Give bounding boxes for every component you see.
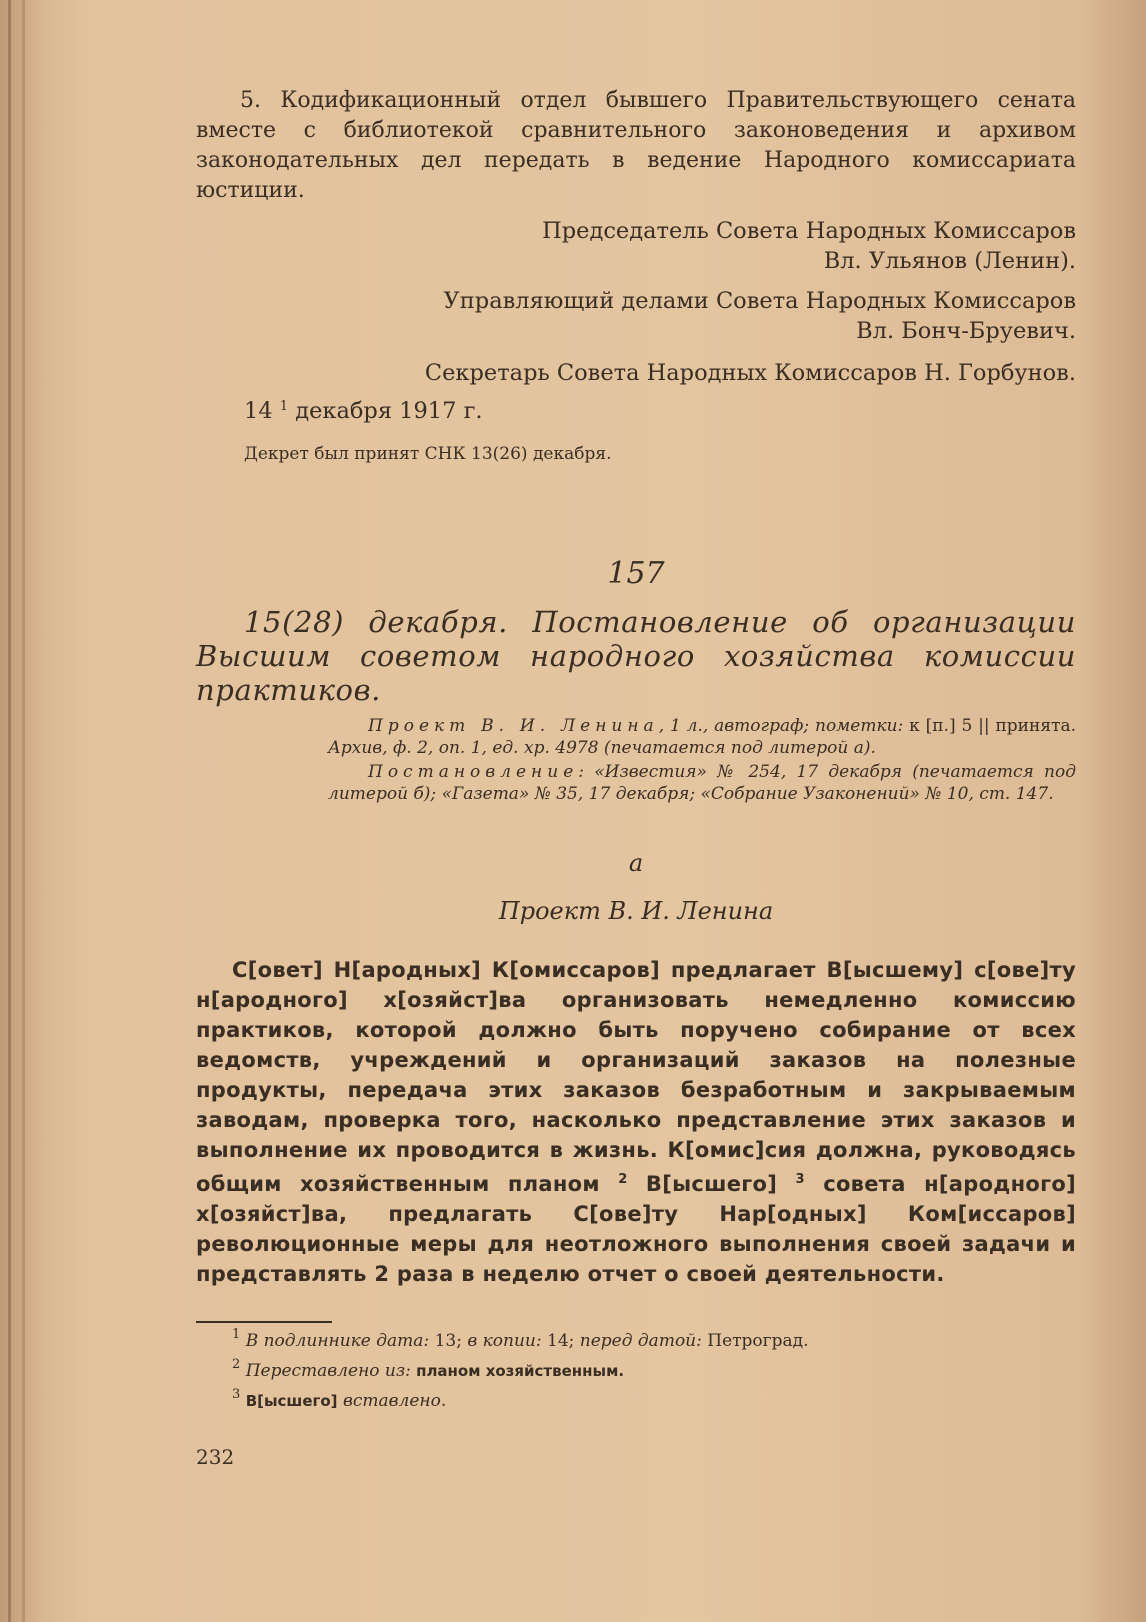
decree-note: Декрет был принят СНК 13(26) декабря.	[244, 444, 612, 464]
page-edge-line	[8, 0, 11, 1622]
decree-date: 14 $^1$ декабря 1917 г.	[244, 398, 483, 424]
source-note-resolution: Постановление: «Известия» № 254, 17 декабря (печатается под литерой б); «Газета» № 35, 17 декабря; «Собрание Узаконений» № 10, ст. 147.	[328, 762, 1076, 804]
footnote-ref-3: 3	[795, 1172, 805, 1187]
signature-manager-title: Управляющий делами Совета Народных Комиссаров	[443, 288, 1076, 314]
document-number: 157	[607, 556, 665, 591]
page-number: 232	[196, 1445, 235, 1469]
section-subheading: Проект В. И. Ленина	[498, 897, 774, 925]
document-heading: 15(28) декабря. Постановление об организации Высшим советом народного хозяйства комиссии практиков.	[196, 605, 1076, 707]
source-note-draft: Проект В. И. Ленина, 1 л., автограф; пометки: к [п.] 5 || принята. Архив, ф. 2, оп. 1, ед. хр. 4978 (печатается под литерой а).	[328, 716, 1077, 758]
signature-chairman-name: Вл. Ульянов (Ленин).	[823, 248, 1076, 274]
point-5-paragraph: 5. Кодификационный отдел бывшего Правительствующего сената вместе с библиотекой сравнительного законоведения и архивом законодательных дел передать в ведение Народного комиссариата юстиции.	[196, 88, 1076, 203]
footnote-1: $^1$ В подлиннике дата: 13; в копии: 14; перед датой: Петроград.	[232, 1327, 809, 1351]
draft-body-text: С[овет] Н[ародных] К[омиссаров] предлагает В[ысшему] с[ове]ту н[ародного] х[озяйст]ва организовать немедленно комиссию практиков, которой должно быть поручено собирание от всех ведомств, учреждений и организаций заказов на полезные продукты, передача этих заказов безработным и закрываемым заводам, проверка того, насколько представление этих заказов и выполнение их проводится в жизнь. К[омис]сия должна, руководясь общим хозяйственным планом $^2$ В[ысшего] $^3$ совета н[ародного] х[озяйст]ва, предлагать С[ове]ту Нар[одных] Ком[иссаров] революционные меры для неотложного выполнения своей задачи и представлять 2 раза в неделю отчет о своей деятельности.	[196, 958, 1076, 1286]
signature-secretary: Секретарь Совета Народных Комиссаров Н. Горбунов.	[424, 360, 1076, 386]
footnote-ref-1: 1	[279, 399, 289, 414]
footnote-2: $^2$ Переставлено из: планом хозяйственным.	[232, 1357, 625, 1381]
signature-chairman-title: Председатель Совета Народных Комиссаров	[542, 218, 1076, 244]
section-letter: а	[628, 849, 644, 877]
page-edge-line	[22, 0, 25, 1622]
signature-manager-name: Вл. Бонч-Бруевич.	[856, 318, 1076, 344]
text-block	[196, 86, 1076, 1469]
footnote-ref-2: 2	[618, 1172, 628, 1187]
footnote-3: $^3$ В[ысшего] вставлено.	[232, 1387, 447, 1411]
